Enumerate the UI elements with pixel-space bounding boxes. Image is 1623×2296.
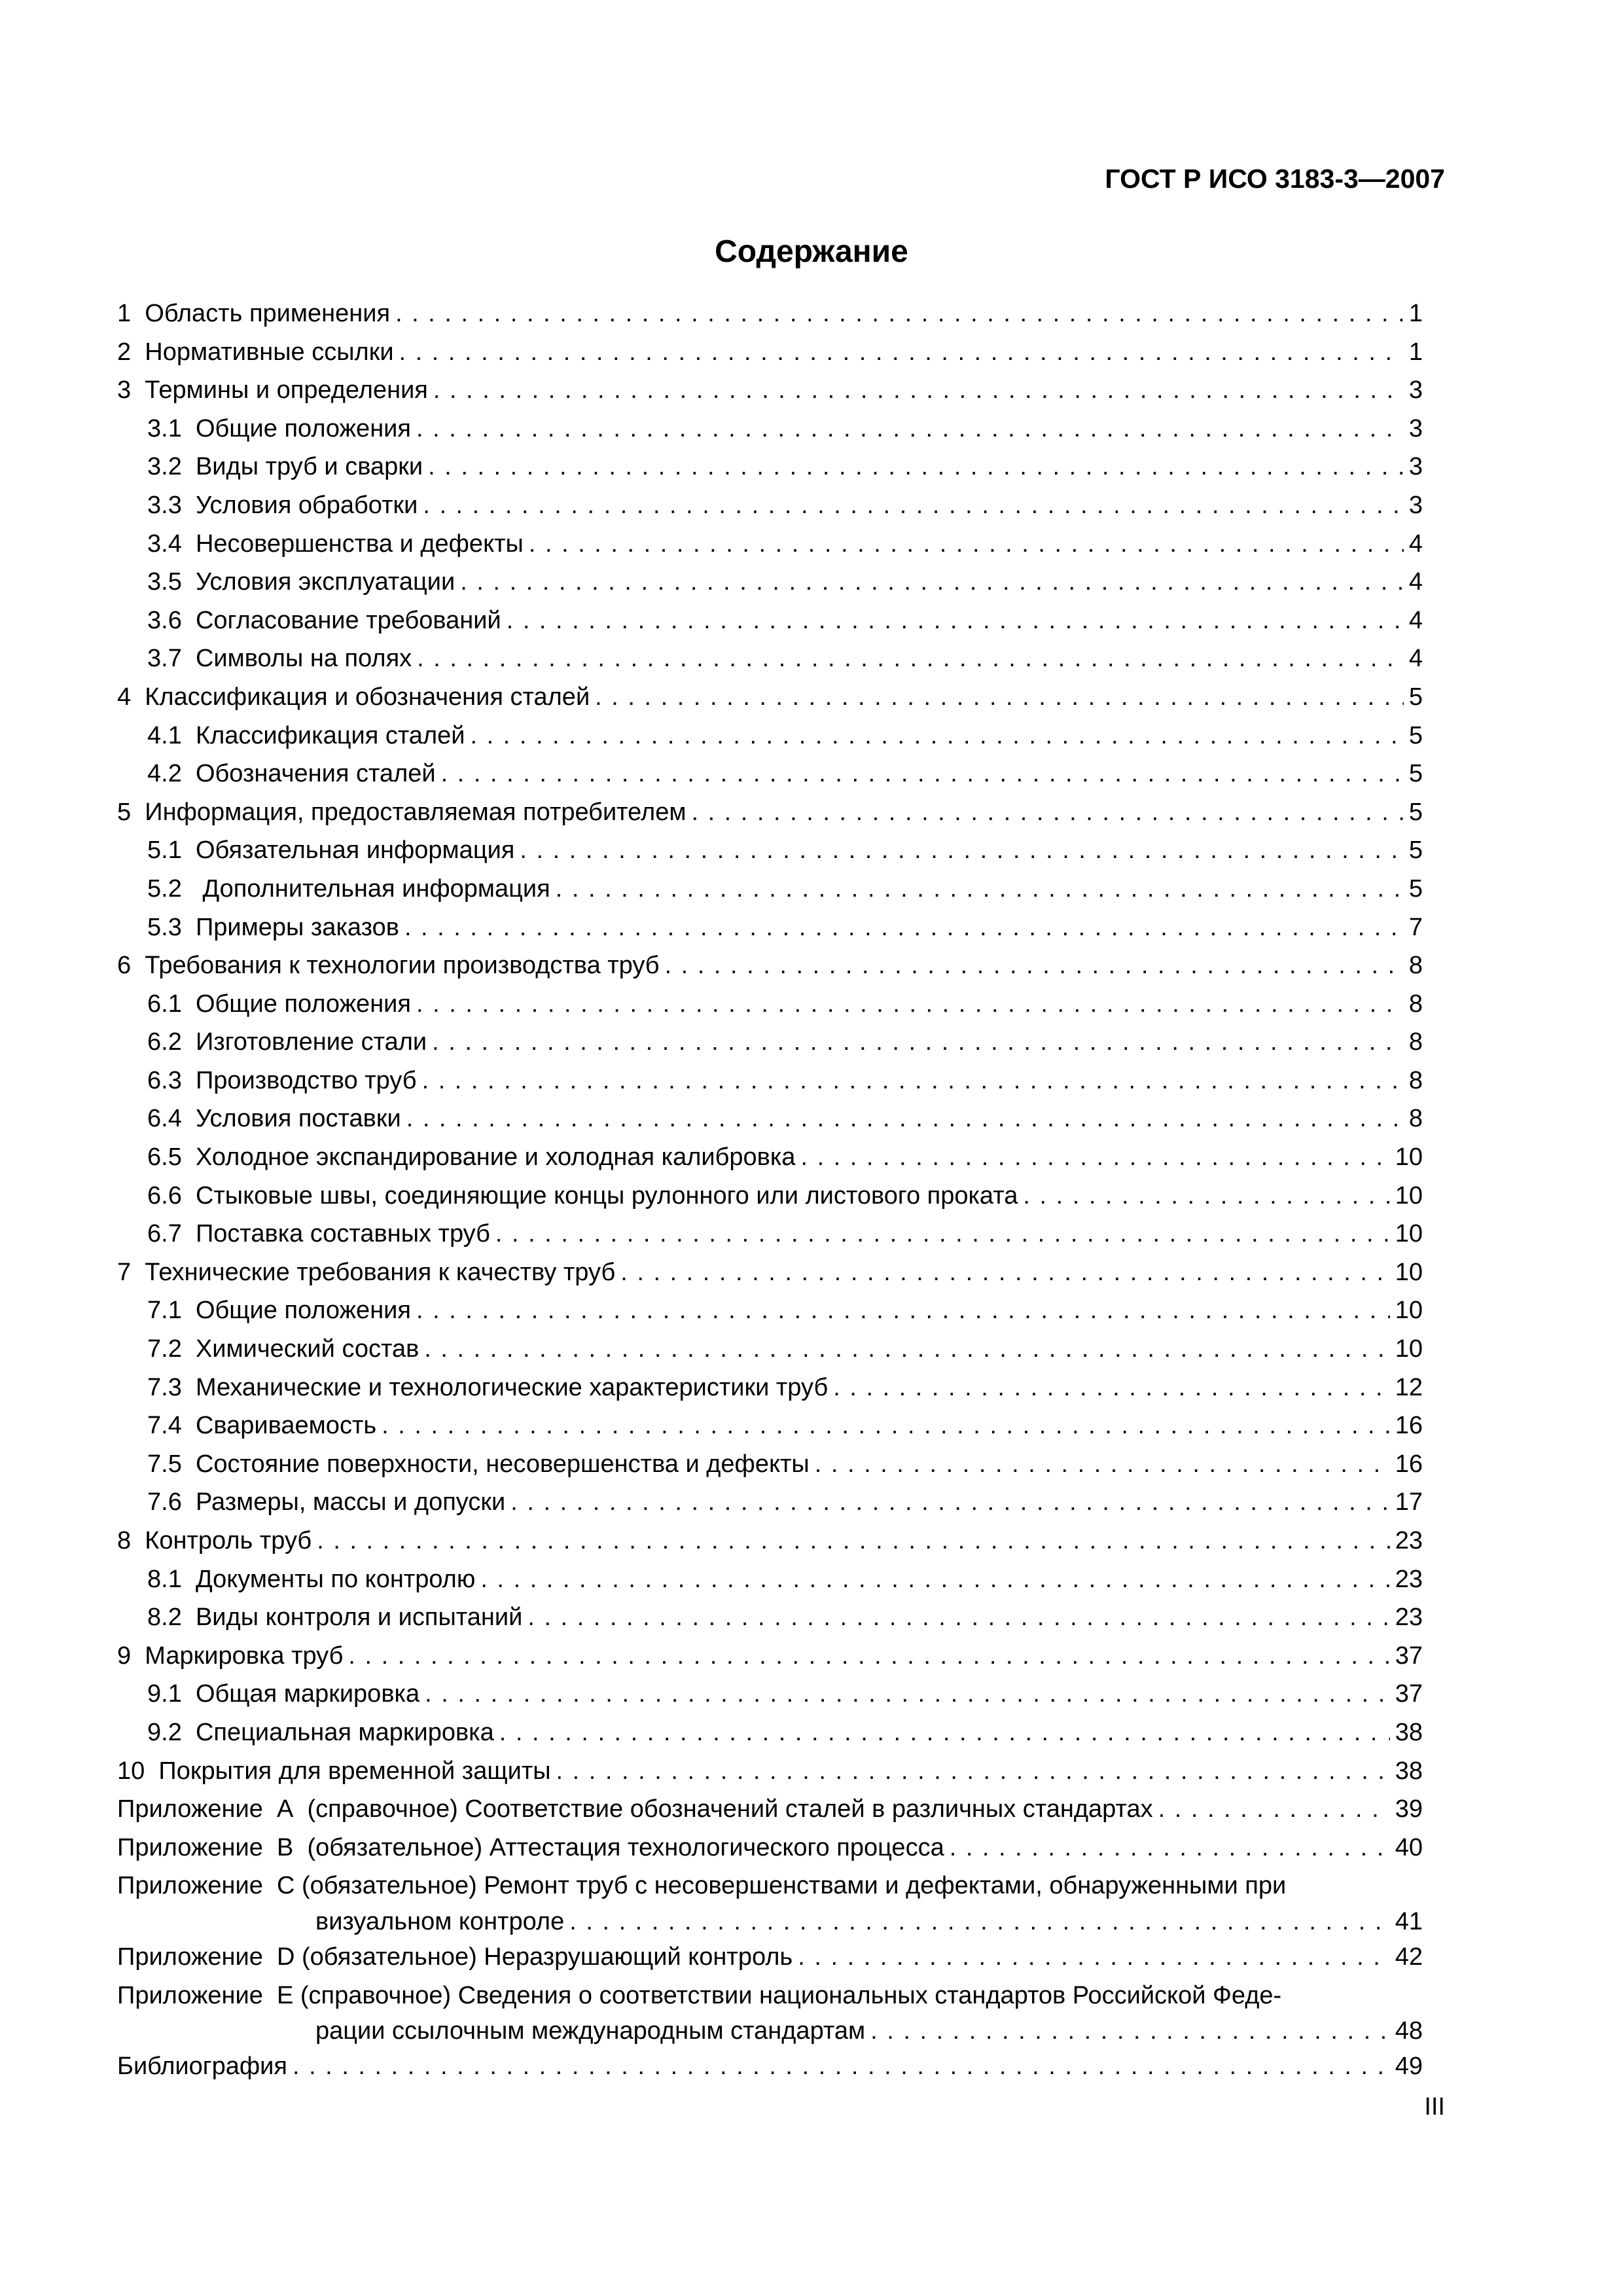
toc-leader-dots: [480, 1560, 1389, 1599]
toc-leader-dots: [529, 525, 1404, 564]
toc-entry-number: 3.3: [147, 491, 182, 519]
toc-entry[interactable]: [117, 639, 1423, 678]
toc-entry-number: 6.6: [147, 1181, 182, 1210]
toc-entry-number: 5.2: [147, 874, 182, 903]
toc-entry-number: 6.1: [147, 990, 182, 1018]
toc-entry-page: 8: [1408, 1028, 1423, 1056]
toc-entry-annex-d[interactable]: [117, 1938, 1423, 1977]
toc-entry[interactable]: [117, 755, 1423, 793]
toc-leader-dots: [424, 1330, 1389, 1369]
toc-leader-dots: [798, 1938, 1389, 1977]
toc-leader-dots: [382, 1407, 1390, 1445]
toc-leader-dots: [510, 1483, 1390, 1522]
toc-leader-dots: [499, 1713, 1390, 1752]
standard-designation: ГОСТ Р ИСО 3183-3—2007: [1105, 164, 1445, 194]
toc-entry-annex-e[interactable]: [117, 1977, 1423, 2048]
toc-entry[interactable]: [117, 1752, 1423, 1791]
toc-leader-dots: [665, 946, 1404, 985]
toc-entry-title: Технические требования к качеству труб: [145, 1258, 616, 1286]
toc-leader-dots: [423, 486, 1404, 525]
toc-leader-dots: [470, 717, 1403, 755]
toc-entry-title: Условия поставки: [195, 1105, 401, 1133]
toc-entry-page: 5: [1408, 798, 1423, 826]
toc-entry[interactable]: [117, 870, 1423, 908]
toc-leader-dots: [950, 1829, 1390, 1867]
toc-entry-title: Символы на полях: [195, 645, 412, 673]
toc-entry-title: Покрытия для временной защиты: [158, 1757, 551, 1785]
toc-entry-number: 8.1: [147, 1565, 182, 1593]
toc-entry-title: Информация, предоставляемая потребителем: [145, 798, 687, 826]
toc-entry-page: 37: [1395, 1641, 1423, 1670]
toc-entry-page: 38: [1395, 1757, 1423, 1785]
toc-entry[interactable]: [117, 1675, 1423, 1713]
toc-entry-page: 5: [1408, 760, 1423, 788]
toc-entry-title: Требования к технологии производства труб: [145, 952, 660, 980]
toc-entry[interactable]: [117, 563, 1423, 601]
toc-entry-title: Документы по контролю: [195, 1565, 476, 1593]
toc-entry-page: 8: [1408, 1066, 1423, 1094]
toc-entry-number: Приложение B: [117, 1833, 294, 1861]
toc-entry[interactable]: [117, 985, 1423, 1024]
toc-entry-number: 3.5: [147, 568, 182, 596]
toc-entry-title: Общие положения: [195, 1297, 411, 1325]
toc-entry[interactable]: [117, 1023, 1423, 1062]
toc-entry-page: 10: [1395, 1335, 1423, 1363]
toc-entry-title-line2: визуальном контроле: [315, 1907, 565, 1935]
toc-entry-title: Механические и технологические характеристики труб: [195, 1373, 829, 1401]
toc-entry[interactable]: [117, 1215, 1423, 1253]
toc-entry-title: (обязательное) Аттестация технологического процесса: [307, 1833, 944, 1861]
toc-entry-number: 7: [117, 1258, 132, 1286]
toc-entry-page: 3: [1408, 376, 1423, 404]
toc-leader-dots: [428, 448, 1404, 486]
toc-entry-number: 9: [117, 1641, 132, 1670]
toc-entry-title: Общие положения: [195, 990, 411, 1018]
toc-entry[interactable]: [117, 295, 1423, 333]
toc-entry[interactable]: [117, 1829, 1423, 1867]
toc-entry-number: 7.2: [147, 1335, 182, 1363]
toc-entry-title: Изготовление стали: [195, 1028, 427, 1056]
toc-entry-title: Химический состав: [195, 1335, 419, 1363]
toc-entry-title: Область применения: [145, 300, 391, 327]
toc-entry-page: 48: [1395, 2017, 1423, 2045]
toc-entry-page: 8: [1408, 1105, 1423, 1133]
toc-leader-dots: [800, 1138, 1389, 1177]
toc-entry-number: 2: [117, 338, 132, 366]
toc-entry-number: 7.5: [147, 1450, 182, 1478]
toc-leader-dots: [495, 1215, 1390, 1253]
toc-entry-page: 3: [1408, 453, 1423, 481]
toc-leader-dots: [527, 1598, 1389, 1637]
toc-leader-dots: [520, 831, 1403, 870]
toc-entry-title-line1: (справочное) Сведения о соответствии национальных стандартов Российской Феде-: [300, 1981, 1282, 2009]
toc-entry-number: 7.6: [147, 1488, 182, 1516]
toc-entry-title: Примеры заказов: [195, 913, 399, 941]
toc-entry-number: 5.1: [147, 836, 182, 865]
toc-entry-title: Производство труб: [195, 1066, 417, 1094]
toc-leader-dots: [833, 1369, 1390, 1407]
toc-entry[interactable]: [117, 908, 1423, 947]
toc-entry-page: 8: [1408, 952, 1423, 980]
toc-entry[interactable]: [117, 1291, 1423, 1330]
toc-entry-title: Размеры, массы и допуски: [195, 1488, 506, 1516]
toc-entry-page: 4: [1408, 645, 1423, 673]
toc-entry-page: 10: [1395, 1297, 1423, 1325]
toc-entry-title: Условия эксплуатации: [195, 568, 455, 596]
toc-entry-number: 4: [117, 683, 132, 711]
toc-entry[interactable]: [117, 1637, 1423, 1676]
toc-entry-number: 3.1: [147, 414, 182, 442]
toc-entry-title: Термины и определения: [145, 376, 428, 404]
toc-leader-dots: [404, 908, 1404, 947]
toc-leader-dots: [432, 1023, 1404, 1062]
toc-entry-number: 8.2: [147, 1604, 182, 1632]
toc-entry[interactable]: [117, 1330, 1423, 1369]
toc-entry-number: 5.3: [147, 913, 182, 941]
toc-entry-page: 10: [1395, 1258, 1423, 1286]
toc-entry[interactable]: [117, 1598, 1423, 1637]
toc-entry-number: 8: [117, 1527, 132, 1554]
toc-entry[interactable]: [117, 333, 1423, 372]
toc-entry-page: 4: [1408, 568, 1423, 596]
toc-leader-dots: [416, 1291, 1390, 1330]
toc-entry-title: Виды труб и сварки: [195, 453, 423, 481]
toc-entry[interactable]: [117, 525, 1423, 564]
toc-entry[interactable]: [117, 1369, 1423, 1407]
toc-entry-page: 23: [1395, 1604, 1423, 1632]
toc-entry-title: (справочное) Соответствие обозначений сталей в различных стандартах: [307, 1795, 1153, 1823]
toc-entry[interactable]: [117, 1253, 1423, 1292]
toc-entry-number: 1: [117, 300, 132, 327]
toc-entry-number: 5: [117, 798, 132, 826]
toc-entry-title: Контроль труб: [145, 1527, 312, 1554]
toc-leader-dots: [317, 1522, 1390, 1560]
toc-entry-page: 7: [1408, 913, 1423, 941]
toc-entry-title: Общие положения: [195, 414, 411, 442]
toc-entry-page: 4: [1408, 606, 1423, 634]
toc-entry[interactable]: [117, 946, 1423, 985]
toc-entry[interactable]: [117, 1062, 1423, 1100]
toc-entry-title: Классификация сталей: [195, 721, 465, 749]
toc-leader-dots: [1158, 1790, 1390, 1829]
toc-entry-page: 49: [1395, 2053, 1423, 2081]
toc-entry-number: 3: [117, 376, 132, 404]
toc-entry-title: Общая маркировка: [195, 1680, 420, 1708]
toc-entry-page: 5: [1408, 836, 1423, 865]
toc-entry-number: 6.7: [147, 1220, 182, 1248]
toc-entry-page: 39: [1395, 1795, 1423, 1823]
toc-leader-dots: [399, 333, 1404, 372]
toc-leader-dots: [556, 870, 1404, 908]
toc-entry-page: 3: [1408, 414, 1423, 442]
toc-entry-number: 4.2: [147, 760, 182, 788]
toc-entry-page: 3: [1408, 491, 1423, 519]
toc-leader-dots: [348, 1637, 1389, 1676]
toc-entry-title: Виды контроля и испытаний: [195, 1604, 523, 1632]
toc-entry-number: 7.1: [147, 1297, 182, 1325]
toc-entry-title: Обязательная информация: [195, 836, 515, 865]
toc-entry-title: Библиография: [117, 2053, 287, 2081]
toc-entry[interactable]: [117, 1713, 1423, 1752]
toc-entry[interactable]: [117, 1483, 1423, 1522]
toc-entry-number: 3.2: [147, 453, 182, 481]
page-title: Содержание: [715, 234, 908, 269]
toc-entry[interactable]: [117, 1177, 1423, 1215]
toc-leader-dots: [425, 1675, 1390, 1713]
table-of-contents: [117, 295, 1423, 2086]
toc-leader-dots: [293, 2047, 1390, 2086]
toc-entry-title: Несовершенства и дефекты: [195, 529, 524, 558]
toc-leader-dots: [1023, 1177, 1389, 1215]
toc-entry[interactable]: [117, 1522, 1423, 1560]
toc-leader-dots: [507, 601, 1404, 640]
toc-entry-page: 23: [1395, 1565, 1423, 1593]
toc-entry-title: (обязательное) Неразрушающий контроль: [302, 1943, 793, 1971]
toc-entry-annex-c[interactable]: [117, 1867, 1423, 1938]
toc-entry-number: 6.4: [147, 1105, 182, 1133]
toc-entry[interactable]: [117, 831, 1423, 870]
toc-leader-dots: [691, 793, 1403, 832]
toc-leader-dots: [416, 410, 1404, 448]
toc-entry-number: 9.2: [147, 1718, 182, 1746]
toc-leader-dots: [416, 985, 1404, 1024]
toc-entry-number: Приложение E: [117, 1981, 294, 2009]
page-number: III: [1424, 2093, 1445, 2121]
toc-entry-number: 6.3: [147, 1066, 182, 1094]
toc-entry-number: Приложение C: [117, 1872, 295, 1900]
toc-entry-page: 40: [1395, 1833, 1423, 1861]
toc-entry-page: 16: [1395, 1450, 1423, 1478]
toc-entry-number: 3.6: [147, 606, 182, 634]
toc-entry-title: Состояние поверхности, несовершенства и дефекты: [195, 1450, 810, 1478]
toc-entry-title: Условия обработки: [195, 491, 418, 519]
toc-entry-page: 10: [1395, 1181, 1423, 1210]
toc-leader-dots: [395, 295, 1404, 333]
toc-entry-page: 1: [1408, 338, 1423, 366]
toc-entry-title: Маркировка труб: [145, 1641, 344, 1670]
toc-entry[interactable]: [117, 601, 1423, 640]
toc-entry[interactable]: [117, 1138, 1423, 1177]
toc-leader-dots: [406, 1100, 1404, 1138]
toc-entry[interactable]: [117, 1790, 1423, 1829]
toc-entry-page: 10: [1395, 1143, 1423, 1172]
toc-entry-number: 7.4: [147, 1412, 182, 1440]
toc-entry-number: 6.5: [147, 1143, 182, 1172]
toc-leader-dots: [441, 755, 1404, 793]
toc-entry-number: 10: [117, 1757, 145, 1785]
toc-entry-title-line1: (обязательное) Ремонт труб с несовершенствами и дефектами, обнаруженными при: [302, 1872, 1287, 1900]
toc-entry-title: Согласование требований: [195, 606, 501, 634]
toc-entry-page: 4: [1408, 529, 1423, 558]
toc-leader-dots: [556, 1752, 1390, 1791]
toc-entry-number: 3.4: [147, 529, 182, 558]
toc-leader-dots: [460, 563, 1404, 601]
toc-leader-dots: [870, 2015, 1390, 2047]
toc-entry[interactable]: [117, 410, 1423, 448]
toc-entry-page: 10: [1395, 1220, 1423, 1248]
toc-entry-page: 17: [1395, 1488, 1423, 1516]
toc-entry[interactable]: [117, 1560, 1423, 1599]
toc-entry-page: 5: [1408, 874, 1423, 903]
toc-entry[interactable]: [117, 1445, 1423, 1484]
toc-entry-page: 41: [1395, 1907, 1423, 1935]
toc-entry-page: 1: [1408, 300, 1423, 327]
toc-entry-title: Стыковые швы, соединяющие концы рулонного или листового проката: [195, 1181, 1018, 1210]
toc-entry-number: 6: [117, 952, 132, 980]
toc-entry-page: 12: [1395, 1373, 1423, 1401]
toc-entry-number: Приложение A: [117, 1795, 294, 1823]
toc-leader-dots: [815, 1445, 1390, 1484]
toc-entry-title: Свариваемость: [195, 1412, 377, 1440]
toc-entry-number: 4.1: [147, 721, 182, 749]
toc-entry[interactable]: [117, 1407, 1423, 1445]
toc-entry-title: Классификация и обозначения сталей: [145, 683, 590, 711]
toc-entry-number: 9.1: [147, 1680, 182, 1708]
toc-entry-page: 42: [1395, 1943, 1423, 1971]
toc-entry-page: 38: [1395, 1718, 1423, 1746]
toc-entry-page: 5: [1408, 721, 1423, 749]
toc-entry-title: Специальная маркировка: [195, 1718, 494, 1746]
toc-entry-title: Нормативные ссылки: [145, 338, 394, 366]
toc-leader-dots: [620, 1253, 1390, 1292]
toc-entry-title: Поставка составных труб: [195, 1220, 490, 1248]
toc-leader-dots: [433, 371, 1404, 410]
toc-entry-page: 37: [1395, 1680, 1423, 1708]
toc-entry-number: 7.3: [147, 1373, 182, 1401]
toc-entry[interactable]: [117, 678, 1423, 717]
toc-entry-number: 3.7: [147, 645, 182, 673]
toc-entry-title: Дополнительная информация: [195, 874, 550, 903]
toc-entry-title: Обозначения сталей: [195, 760, 436, 788]
toc-entry-number: 6.2: [147, 1028, 182, 1056]
toc-entry[interactable]: [117, 793, 1423, 832]
toc-entry-number: Приложение D: [117, 1943, 295, 1971]
toc-leader-dots: [595, 678, 1404, 717]
toc-entry-page: 23: [1395, 1527, 1423, 1554]
toc-entry[interactable]: [117, 717, 1423, 755]
toc-entry-title-line2: рации ссылочным международным стандартам: [315, 2017, 866, 2045]
toc-entry[interactable]: [117, 1100, 1423, 1138]
toc-entry[interactable]: [117, 371, 1423, 410]
toc-entry-bibliography[interactable]: [117, 2047, 1423, 2086]
toc-entry-page: 16: [1395, 1412, 1423, 1440]
toc-entry[interactable]: [117, 486, 1423, 525]
toc-entry-page: 5: [1408, 683, 1423, 711]
toc-entry-title: Холодное экспандирование и холодная калибровка: [195, 1143, 796, 1172]
toc-leader-dots: [417, 639, 1404, 678]
toc-main-entries: [117, 295, 1423, 1867]
toc-entry[interactable]: [117, 448, 1423, 486]
toc-leader-dots: [422, 1062, 1404, 1100]
toc-entry-page: 8: [1408, 990, 1423, 1018]
toc-leader-dots: [569, 1905, 1390, 1938]
